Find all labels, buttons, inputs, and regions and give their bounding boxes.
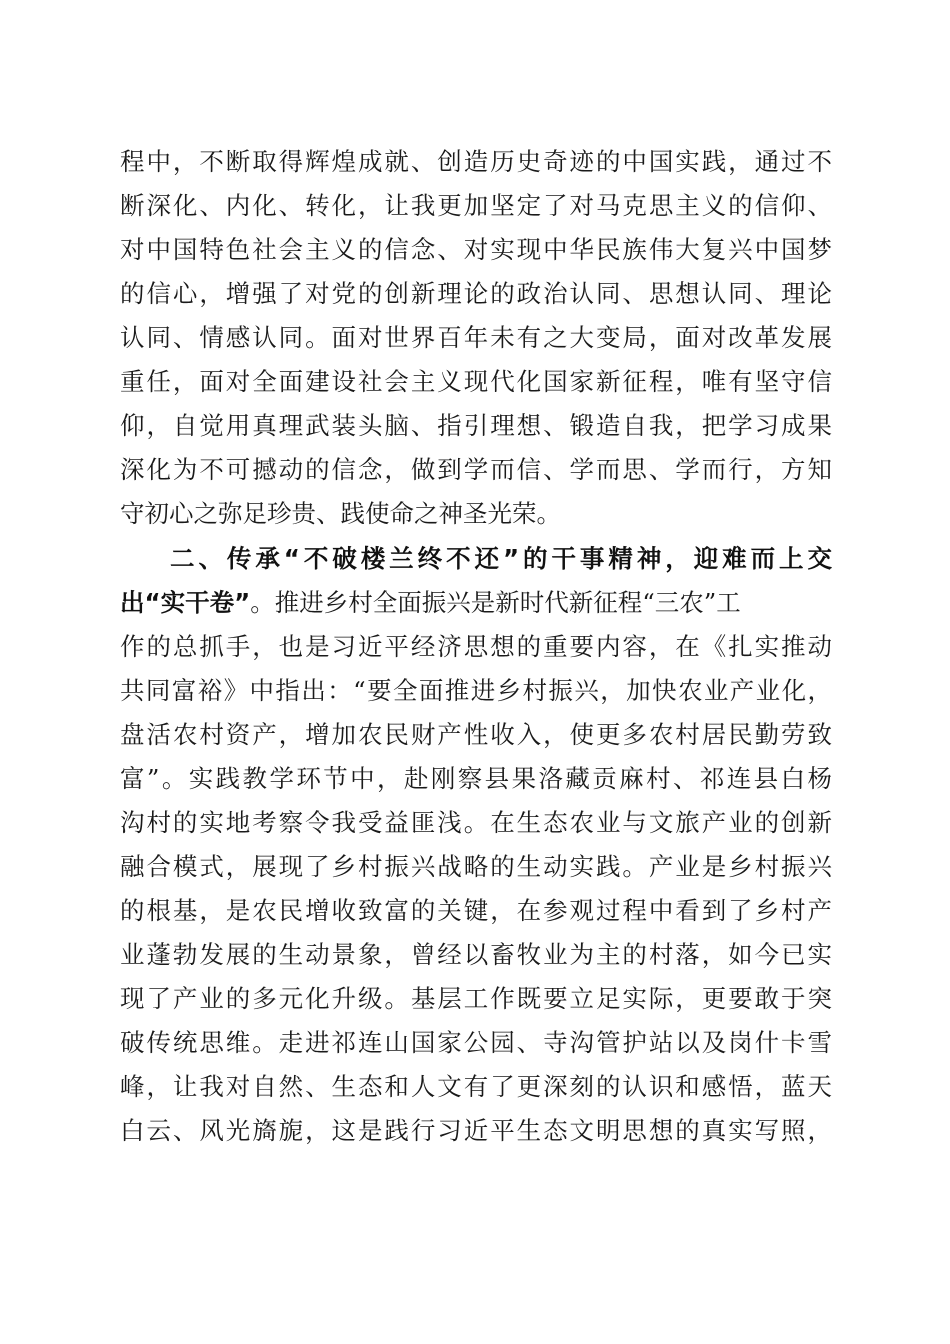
paragraph-line: 对中国特色社会主义的信念、对实现中华民族伟大复兴中国梦 xyxy=(120,235,832,264)
paragraph-line: 破传统思维。走进祁连山国家公园、寺沟管护站以及岗什卡雪 xyxy=(120,1028,832,1057)
paragraph-line: 的信心，增强了对党的创新理论的政治认同、思想认同、理论 xyxy=(120,279,832,308)
paragraph-line: 融合模式，展现了乡村振兴战略的生动实践。产业是乡村振兴 xyxy=(120,852,832,881)
paragraph-line: 峰，让我对自然、生态和人文有了更深刻的认识和感悟，蓝天 xyxy=(120,1072,832,1101)
paragraph-line-rest: 。推进乡村全面振兴是新时代新征程“三农”工 xyxy=(250,588,741,617)
paragraph-line: 的根基，是农民增收致富的关键，在参观过程中看到了乡村产 xyxy=(120,896,832,925)
paragraph-line: 现了产业的多元化升级。基层工作既要立足实际，更要敢于突 xyxy=(120,984,832,1013)
paragraph-line: 守初心之弥足珍贵、践使命之神圣光荣。 xyxy=(120,499,561,528)
paragraph-line: 盘活农村资产，增加农民财产性收入，使更多农村居民勤劳致 xyxy=(120,720,832,749)
paragraph-line: 认同、情感认同。面对世界百年未有之大变局，面对改革发展 xyxy=(120,323,832,352)
section-heading-bold-tail: 出“实干卷” xyxy=(120,588,251,617)
paragraph-line: 断深化、内化、转化，让我更加坚定了对马克思主义的信仰、 xyxy=(120,191,832,220)
section-heading: 二、传承“不破楼兰终不还”的干事精神，迎难而上交 xyxy=(170,544,832,573)
paragraph-line: 沟村的实地考察令我受益匪浅。在生态农业与文旅产业的创新 xyxy=(120,808,832,837)
paragraph-line: 富”。实践教学环节中，赴刚察县果洛藏贡麻村、祁连县白杨 xyxy=(120,764,832,793)
paragraph-line: 程中，不断取得辉煌成就、创造历史奇迹的中国实践，通过不 xyxy=(120,147,832,176)
paragraph-line: 共同富裕》中指出：“要全面推进乡村振兴，加快农业产业化， xyxy=(120,676,832,705)
paragraph-line: 作的总抓手，也是习近平经济思想的重要内容，在《扎实推动 xyxy=(120,632,832,661)
paragraph-line: 重任，面对全面建设社会主义现代化国家新征程，唯有坚守信 xyxy=(120,367,832,396)
paragraph-line: 仰，自觉用真理武装头脑、指引理想、锻造自我，把学习成果 xyxy=(120,411,832,440)
paragraph-line: 白云、风光旖旎，这是践行习近平生态文明思想的真实写照， xyxy=(120,1116,832,1145)
paragraph-line: 深化为不可撼动的信念，做到学而信、学而思、学而行，方知 xyxy=(120,455,832,484)
paragraph-line: 业蓬勃发展的生动景象，曾经以畜牧业为主的村落，如今已实 xyxy=(120,940,832,969)
section-heading-continuation xyxy=(120,581,832,625)
